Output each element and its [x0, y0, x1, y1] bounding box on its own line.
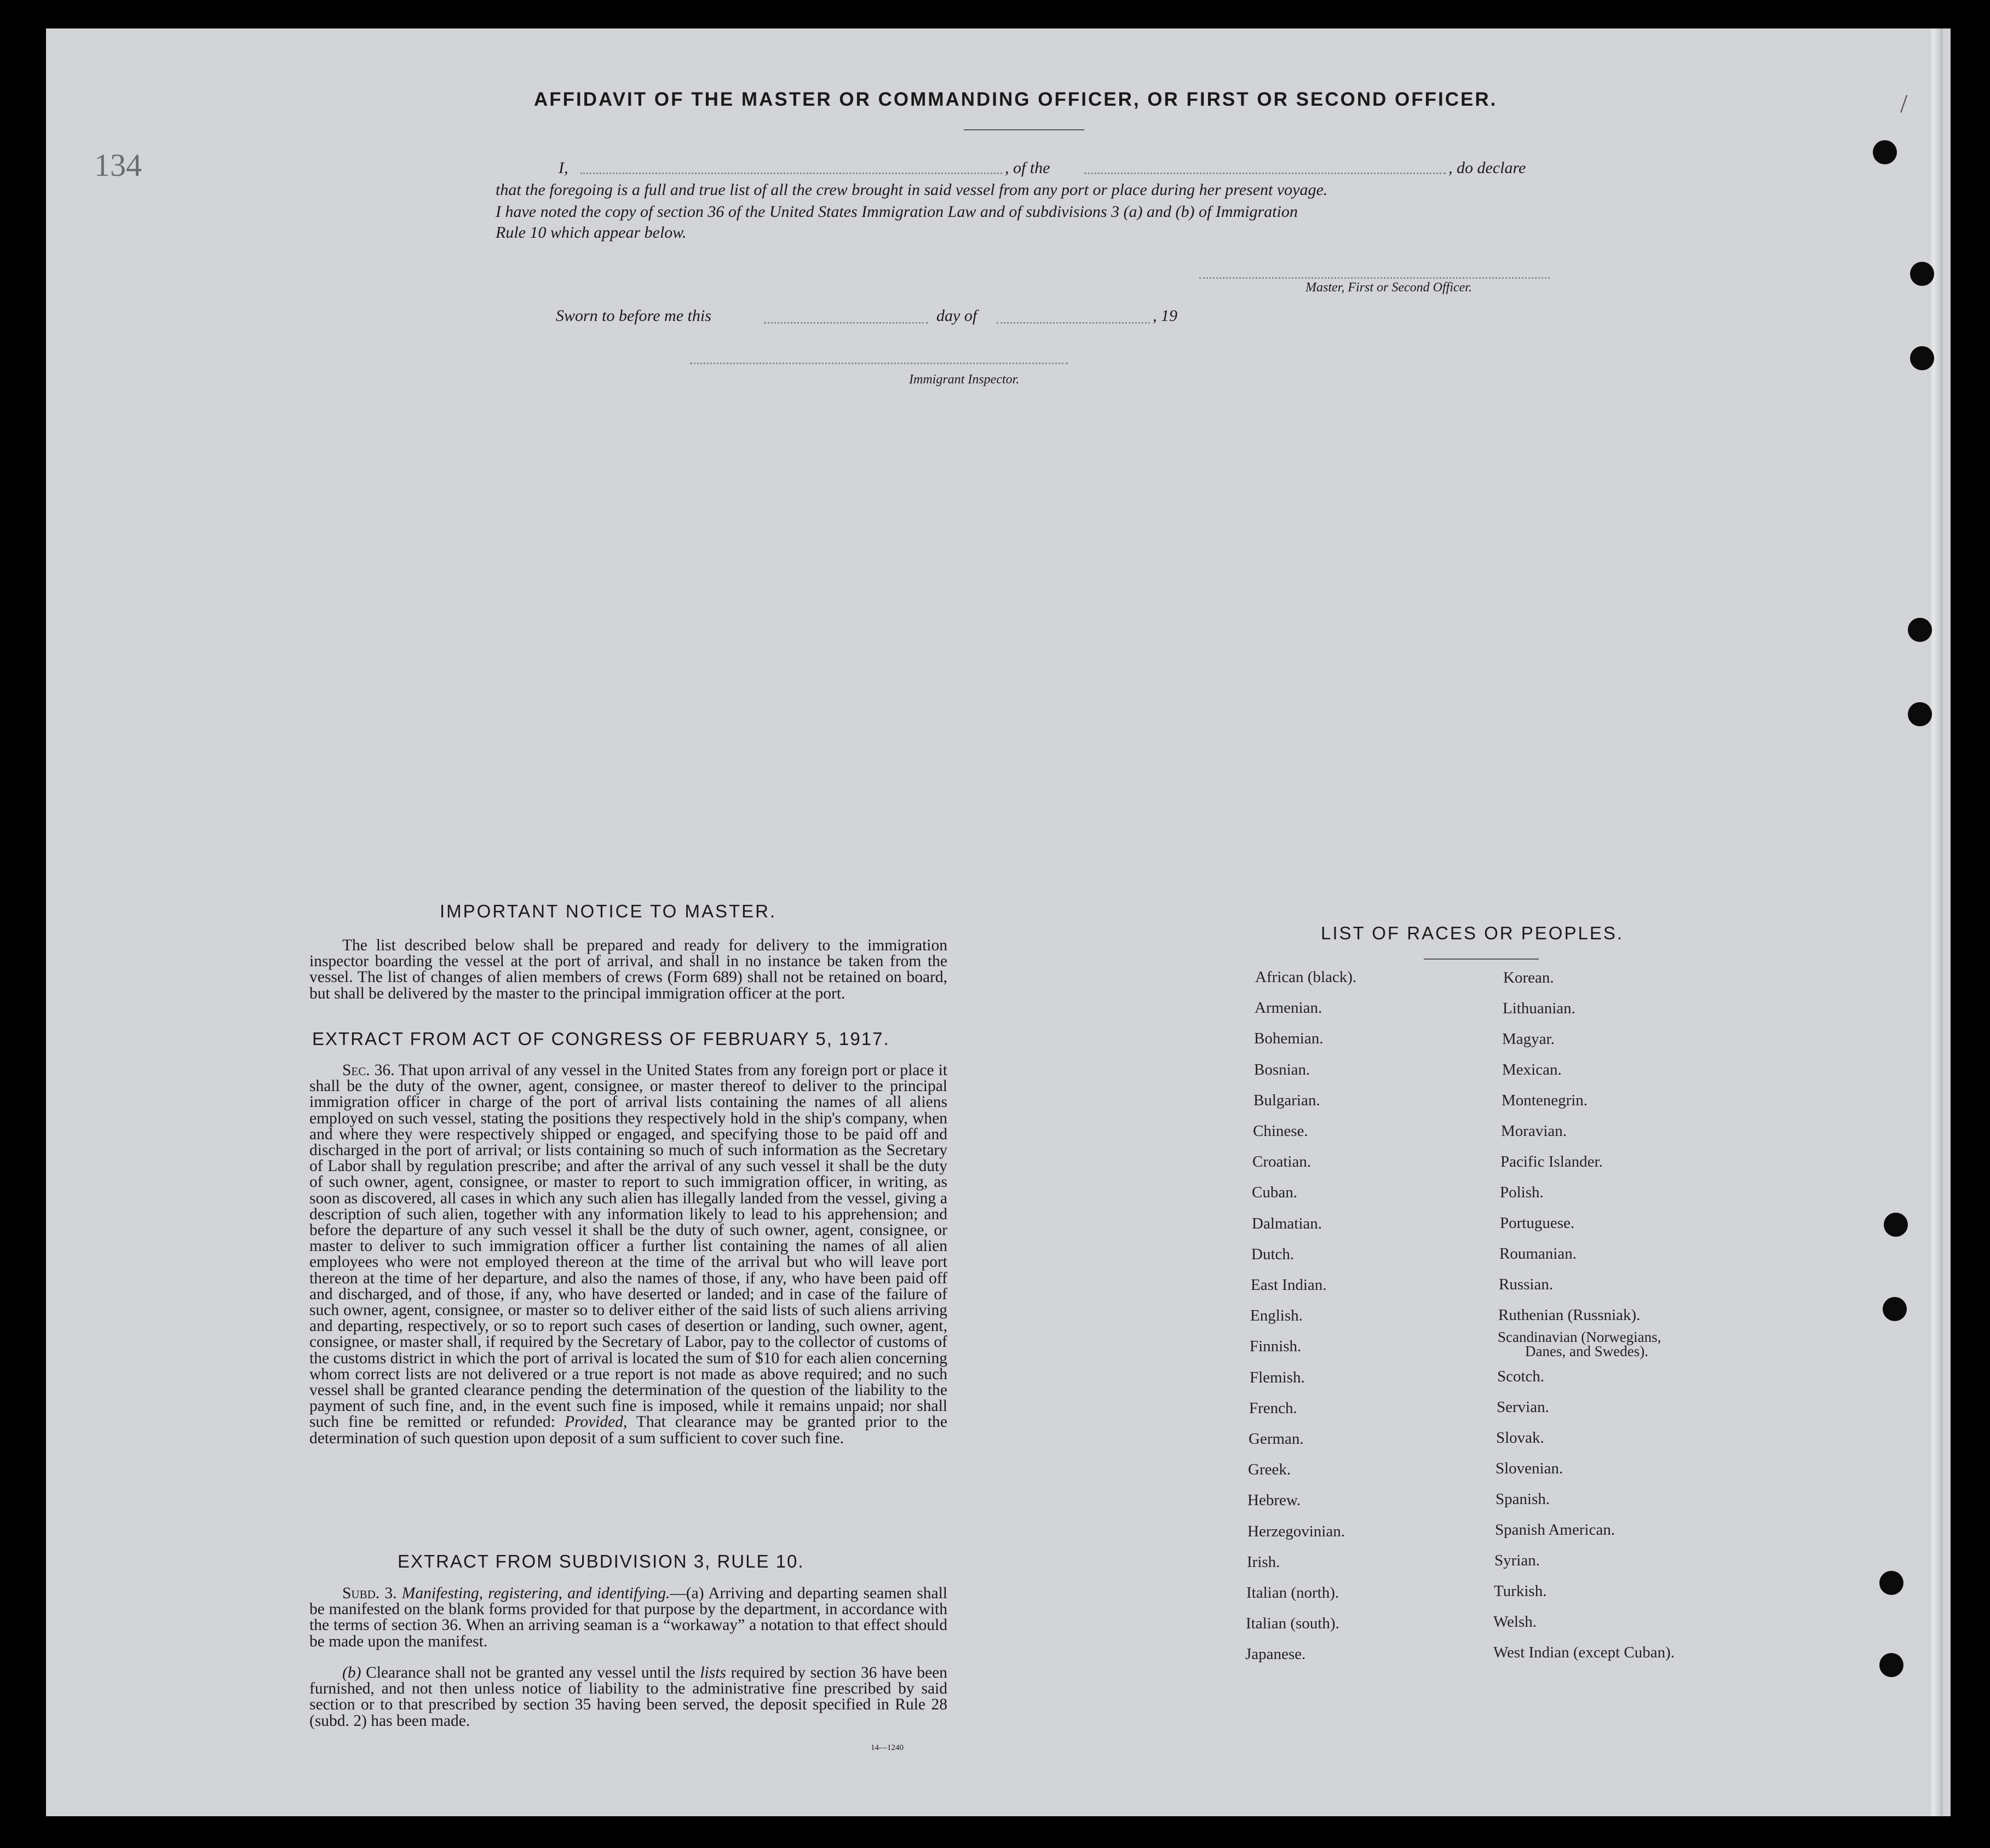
race-item: Syrian. — [1494, 1552, 1540, 1569]
race-item: Ruthenian (Russniak). — [1498, 1306, 1641, 1324]
race-item: Greek. — [1248, 1461, 1291, 1479]
affidavit-of-label: , of the — [1005, 159, 1050, 177]
affidavit-i-label: I, — [559, 159, 568, 177]
binder-hole — [1908, 702, 1932, 726]
race-item: German. — [1249, 1430, 1304, 1448]
race-item: Montenegrin. — [1502, 1092, 1588, 1109]
sworn-month-blank — [997, 322, 1150, 324]
race-item: Dutch. — [1251, 1245, 1295, 1263]
race-item: Servian. — [1497, 1398, 1549, 1416]
sworn-text: Sworn to before me this — [556, 307, 711, 325]
race-item: Croatian. — [1252, 1153, 1312, 1171]
handwritten-page-number: 134 — [94, 147, 142, 183]
corner-mark: / — [1900, 89, 1908, 118]
race-item: Armenian. — [1255, 999, 1322, 1017]
race-item: Turkish. — [1494, 1582, 1547, 1600]
binder-hole — [1883, 1297, 1907, 1321]
section-36-end: That clearance may be granted prior to the determination of such question upon deposit of a sum sufficient to cover such fine. — [309, 1413, 948, 1447]
race-item: French. — [1249, 1399, 1297, 1417]
binder-hole — [1879, 1571, 1903, 1595]
section-label: Sec. 36. — [342, 1061, 395, 1079]
binder-hole — [1908, 618, 1932, 642]
race-item: Slovenian. — [1496, 1460, 1563, 1477]
race-item: Italian (south). — [1246, 1615, 1339, 1633]
races-title: LIST OF RACES OR PEOPLES. — [1321, 923, 1624, 943]
binder-hole — [1910, 262, 1934, 286]
subd-para-a: —(a) Arriving and departing seamen shall be manifested on the blank forms provided for that purpose by the department, in accordance with the terms of section 36. When an arriving seaman is a “workaway” a notation to that effect should be made upon the manifest. — [309, 1585, 947, 1650]
affidavit-declare-label: , do declare — [1448, 159, 1526, 177]
race-item: Japanese. — [1245, 1645, 1306, 1663]
race-item: Russian. — [1499, 1276, 1554, 1293]
inspector-caption: Immigrant Inspector. — [909, 372, 1020, 387]
race-item: Bosnian. — [1254, 1060, 1310, 1078]
officer-signature-blank — [1199, 277, 1550, 279]
sworn-day-blank — [764, 322, 928, 324]
race-item: Danes, and Swedes). — [1525, 1343, 1648, 1359]
race-item: Cuban. — [1252, 1184, 1297, 1202]
races-rule — [1424, 959, 1539, 960]
race-item: Dalmatian. — [1252, 1214, 1322, 1232]
binder-hole — [1873, 140, 1897, 164]
year-prefix: , 19 — [1153, 307, 1177, 325]
race-item: Scandinavian (Norwegians, — [1498, 1329, 1661, 1345]
race-item: English. — [1250, 1307, 1303, 1325]
race-item: Irish. — [1247, 1553, 1280, 1571]
race-item: Bulgarian. — [1253, 1091, 1320, 1109]
section-36-body: That upon arrival of any vessel in the United States from any foreign port or place it shall be the duty of the owner, agent, consignee, or master thereof to deliver to the principal immigration officer in charge of the port of arrival lists containing the names of all aliens employed on such vessel, stating the positions they respectively hold in the ship's company, when and where they were respectively shipped or engaged, and specifying those to be paid off and discharged in the port of arrival; or lists containing so much of such information as the Secretary of Labor shall by regulation prescribe; and after the arrival of any such vessel it shall be the duty of such owner, agent, consignee, or master to report to such immigration officer, in writing, as soon as discovered, all cases in which any such alien has illegally landed from the vessel, giving a description of such alien, together with any information likely to lead to his apprehension; and before the departure of any such vessel it shall be the duty of such owner, agent, consignee, or master to deliver to such immigration officer a further list containing the names of all alien employees who were not employed thereon at the time of the arrival but who will leave port thereon at the time of her departure, and also the names of those, if any, who have been paid off and discharged, and of those, if any, who have deserted or landed; and in case of the failure of such owner, agent, consignee, or master so to deliver either of the said lists of such aliens arriving and departing, respectively, or so to report such cases of desertion or landing, such owner, agent, consignee, or master shall, if required by the Secretary of Labor, pay to the collector of customs of the customs district in which the port of arrival is located the sum of $10 for each alien concerning whom correct lists are not delivered or a true report is not made as above required; and no such vessel shall be granted clearance pending the determination of the question of the liability to the payment of such fine, and, in the event such fine is imposed, while it remains unpaid; nor shall such fine be remitted or refunded: — [309, 1061, 947, 1431]
subdivision-3a-text — [309, 1586, 947, 1650]
race-item: Portuguese. — [1500, 1214, 1575, 1232]
lists-word: lists — [700, 1664, 726, 1681]
page-edge — [1928, 28, 1943, 1816]
subd-heading: Manifesting, registering, and identifying. — [401, 1585, 670, 1602]
notice-title: IMPORTANT NOTICE TO MASTER. — [440, 901, 777, 921]
subdivision-3b-text — [309, 1665, 947, 1729]
race-item: Moravian. — [1501, 1122, 1567, 1140]
extract-rule-title: EXTRACT FROM SUBDIVISION 3, RULE 10. — [398, 1551, 804, 1571]
para-b-part2: required by section 36 have been furnished, and not then unless notice of liability to the administrative fine prescribed by said section or to that prescribed by section 35 having been served, the deposit specified in Rule 28 (subd. 2) has been made. — [309, 1664, 948, 1730]
provided-label: Provided, — [564, 1413, 628, 1431]
master-name-blank — [580, 173, 1002, 174]
race-item: Scotch. — [1497, 1368, 1545, 1385]
b-label: (b) — [342, 1664, 361, 1681]
form-number: 14—1240 — [871, 1743, 904, 1752]
race-item: Finnish. — [1250, 1338, 1302, 1356]
race-item: Spanish American. — [1495, 1521, 1615, 1539]
affidavit-line-2: that the foregoing is a full and true list of all the crew brought in said vessel from any port or place during her present voyage. — [496, 181, 1328, 199]
race-item: Herzegovinian. — [1247, 1522, 1345, 1540]
race-item: Italian (north). — [1246, 1584, 1339, 1602]
binder-hole — [1879, 1653, 1903, 1677]
race-item: West Indian (except Cuban). — [1493, 1644, 1675, 1661]
race-item: Roumanian. — [1499, 1245, 1577, 1262]
day-of-label: day of — [936, 307, 977, 325]
binder-hole — [1884, 1213, 1908, 1237]
race-item: Chinese. — [1253, 1122, 1308, 1140]
affidavit-line-4: Rule 10 which appear below. — [496, 223, 687, 242]
vessel-name-blank — [1084, 173, 1446, 174]
document-page — [46, 28, 1951, 1816]
race-item: Slovak. — [1496, 1429, 1544, 1447]
section-36-text — [309, 1063, 947, 1447]
inspector-signature-blank — [690, 363, 1068, 364]
subd-label: Subd. 3. — [342, 1585, 397, 1602]
race-item: East Indian. — [1251, 1276, 1327, 1294]
race-item: Pacific Islander. — [1500, 1153, 1603, 1170]
race-item: Mexican. — [1502, 1061, 1562, 1078]
title-rule — [964, 129, 1084, 130]
race-item: Hebrew. — [1247, 1491, 1301, 1510]
race-item: Lithuanian. — [1503, 1000, 1575, 1017]
race-item: Bohemian. — [1254, 1030, 1324, 1048]
extract-act-title: EXTRACT FROM ACT OF CONGRESS OF FEBRUARY 5, 1917. — [312, 1029, 890, 1049]
notice-text: The list described below shall be prepared and ready for delivery to the immigration inspector boarding the vessel at the port of arrival, and shall in no instance be taken from the vessel. The list of changes of alien members of crews (Form 689) shall not be retained on board, but shall be delivered by the master to the principal immigration officer at the port. — [309, 937, 947, 1002]
officer-caption: Master, First or Second Officer. — [1305, 280, 1472, 295]
para-b-part1: Clearance shall not be granted any vessel until the — [366, 1664, 695, 1681]
affidavit-line-3: I have noted the copy of section 36 of the United States Immigration Law and of subdivisions 3 (a) and (b) of Immigration — [496, 203, 1298, 221]
race-item: Korean. — [1503, 969, 1554, 986]
binder-hole — [1910, 346, 1934, 370]
race-item: Welsh. — [1493, 1613, 1537, 1631]
race-item: Flemish. — [1250, 1368, 1305, 1386]
race-item: Magyar. — [1502, 1030, 1555, 1048]
race-item: African (black). — [1255, 968, 1357, 986]
race-item: Polish. — [1500, 1184, 1544, 1201]
race-item: Spanish. — [1496, 1490, 1550, 1508]
affidavit-title: AFFIDAVIT OF THE MASTER OR COMMANDING OFFICER, OR FIRST OR SECOND OFFICER. — [534, 89, 1498, 110]
